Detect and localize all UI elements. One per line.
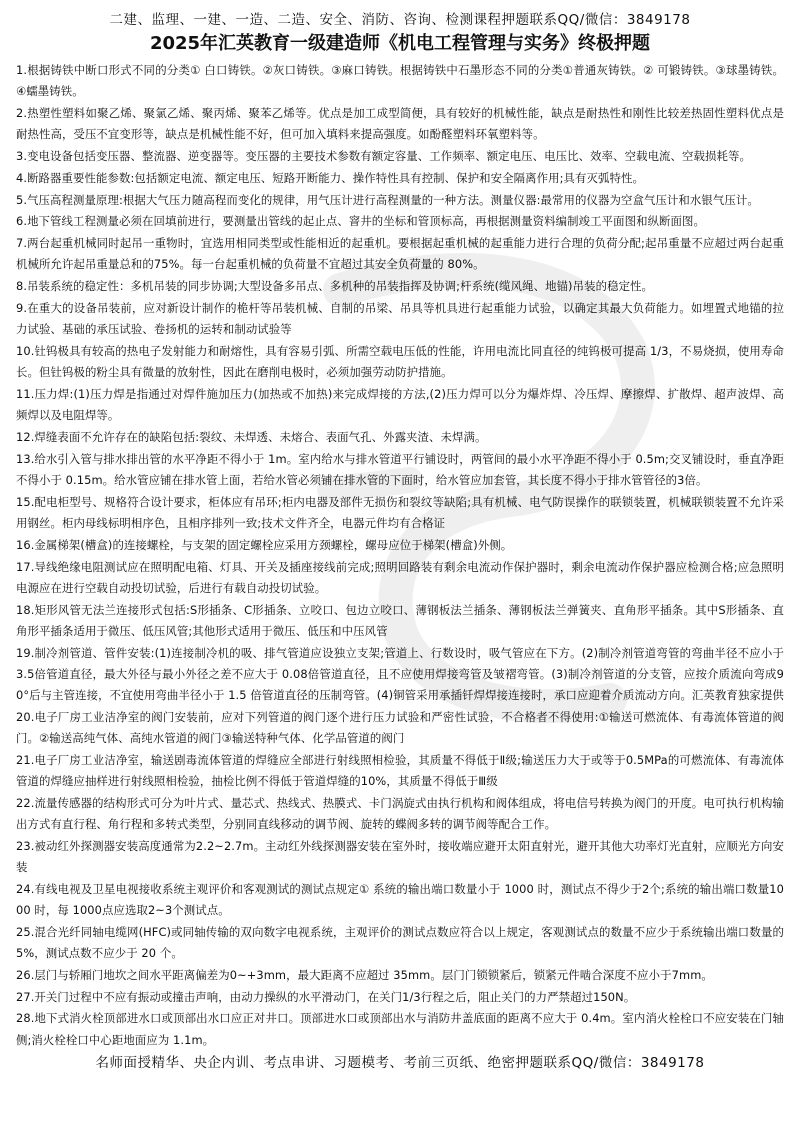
bottom-contact-banner: 名师面授精华、央企内训、考点串讲、习题模考、考前三页纸、绝密押题联系QQ/微信：3849178: [95, 1054, 705, 1071]
list-item: 20.电子厂房工业洁净室的阀门安装前，应对下列管道的阀门逐个进行压力试验和严密性试验，不合格者不得使用:①输送可燃流体、有毒流体管道的阀门。②输送高纯气体、高纯水管道的阀门③输送特种气体、化学品管道的阀门: [16, 709, 784, 745]
list-item: 8.吊装系统的稳定性：多机吊装的同步协调;大型设备多吊点、多机种的吊装指挥及协调;杆系统(缆风绳、地锚)吊装的稳定性。: [16, 279, 654, 294]
list-item: 17.导线绝缘电阻测试应在照明配电箱、灯具、开关及插座接线前完成;照明回路装有剩余电流动作保护器时，剩余电流动作保护器应检测合格;应急照明电源应在进行空载自动投切试验，后进行有载自动投切试验。: [16, 559, 784, 595]
list-item: 18.矩形风管无法兰连接形式包括:S形插条、C形插条、立咬口、包边立咬口、薄钢板法兰插条、薄钢板法兰弹簧夹、直角形平插条。其中S形插条、直角形平插条适用于微压、低压风管;其他形式适用于微压、低压和中压风管: [16, 602, 784, 638]
list-item: 9.在重大的设备吊装前，应对新设计制作的桅杆等吊装机械、自制的吊梁、吊具等机具进行起重能力试验，以确定其最大负荷能力。如埋置式地锚的拉力试验、基础的承压试验、卷扬机的运转和制动试验等: [16, 300, 784, 337]
list-item: 4.断路器重要性能参数:包括额定电流、额定电压、短路开断能力、操作特性具有控制、保护和安全隔离作用;具有灭弧特性。: [16, 170, 644, 185]
list-item: 19.制冷剂管道、管件安装:(1)连接制冷机的吸、排气管道应设独立支架;管道上、行数设时，吸气管应在下方。(2)制冷剂管道弯管的弯曲半径不应小于3.5倍管道直径，最大外径与最小外径之差不应大于 0.08倍管道直径，且不应使用焊接弯管及皱褶弯管。(3)制冷剂管道的分支管，应按介质流向弯成90°后与主管连接，不宜使用弯曲半径小于 1.5 倍管道直径的压制弯管。(4)铜管采用承插钎焊焊接连接时，承口应迎着介质流动方向。汇英教育独家提供: [16, 645, 784, 702]
list-item: 2.热塑性塑料如聚乙烯、聚氯乙烯、聚丙烯、聚苯乙烯等。优点是加工成型简便，具有较好的机械性能，缺点是耐热性和刚性比较差热固性塑料优点是耐热性高，受压不宜变形等，缺点是机械性能不好，但可加入填料来提高强度。如酚醛塑料环氧塑料等。: [16, 106, 784, 142]
list-item: 3.变电设备包括变压器、整流器、逆变器等。变压器的主要技术参数有额定容量、工作频率、额定电压、电压比、效率、空载电流、空载损耗等。: [16, 149, 751, 163]
exam-points-list: [16, 60, 784, 1051]
list-item: 25.混合光纤同轴电缆网(HFC)或同轴传输的双向数字电视系统，主观评价的测试点数应符合以上规定，客观测试点的数量不应少于系统输出端口数量的 5%，测试点数不应少于 20 个。: [16, 924, 784, 960]
top-contact-banner: 二建、监理、一建、一造、二造、安全、消防、咨询、检测课程押题联系QQ/微信：3849178: [109, 12, 691, 28]
page-title: 2025年汇英教育一级建造师《机电工程管理与实务》终极押题: [149, 33, 651, 54]
list-item: 13.给水引入管与排水排出管的水平净距不得小于 1m。室内给水与排水管道平行铺设时，两管间的最小水平净距不得小于 0.5m;交叉铺设时，垂直净距不得小于 0.15m。给水管应铺在排水管上面，若给水管必须铺在排水管的下面时，给水管应加套管，其长度不得小于排水管管径的3倍。: [16, 451, 784, 487]
list-item: 21.电子厂房工业洁净室，输送剧毒流体管道的焊缝应全部进行射线照相检验，其质量不得低于Ⅱ级;输送压力大于或等于0.5MPa的可燃流体、有毒流体管道的焊缝应抽样进行射线照相检验，抽检比例不得低于管道焊缝的10%，其质量不得低于Ⅲ级: [16, 752, 784, 788]
list-item: 10.钍钨极具有较高的热电子发射能力和耐熔性，具有容易引弧、所需空载电压低的性能，许用电流比同直径的纯钨极可提高 1/3，不易烧损，使用寿命长。但钍钨极的粉尘具有微量的放射性，因此在磨削电极时，必须加强劳动防护措施。: [16, 343, 784, 380]
list-item: 22.流量传感器的结构形式可分为叶片式、量芯式、热线式、热膜式、卡门涡旋式由执行机构和阀体组成，将电信号转换为阀门的开度。电可执行机构输出方式有直行程、角行程和多转式类型，分别同直线移动的调节阀、旋转的蝶阀多转的调节阀等配合工作。: [16, 795, 784, 831]
list-item: 7.两台起重机械同时起吊一重物时，宜选用相同类型或性能相近的起重机。要根据起重机械的起重能力进行合理的负荷分配;起吊重量不应超过两台起重机械所允许起吊重量总和的75%。每一台起重机械的负荷量不宜超过其安全负荷量的 80%。: [16, 236, 784, 272]
list-item: 6.地下管线工程测量必须在回填前进行，要测量出管线的起止点、窨井的坐标和管顶标高，再根据测量资料编制竣工平面图和纵断面图。: [16, 214, 706, 229]
list-item: 16.金属梯架(槽盒)的连接螺栓，与支架的固定螺栓应采用方颈螺栓，螺母应位于梯架(槽盒)外侧。: [16, 537, 513, 552]
list-item: 5.气压高程测量原理:根据大气压力随高程而变化的规律，用气压计进行高程测量的一种方法。测量仪器:最常用的仪器为空盒气压计和水银气压计。: [16, 192, 759, 207]
list-item: 12.焊缝表面不允许存在的缺陷包括:裂纹、未焊透、未熔合、表面气孔、外露夹渣、未焊满。: [16, 429, 487, 444]
list-item: 26.层门与轿厢门地坎之间水平距离偏差为0~+3mm，最大距离不应超过 35mm。层门门锁锁紧后，锁紧元件啮合深度不应小于7mm。: [16, 967, 713, 982]
list-item: 24.有线电视及卫星电视接收系统主观评价和客观测试的测试点规定① 系统的输出端口数量小于 1000 时，测试点不得少于2个;系统的输出端口数量1000 时，每 1000点应选取2~3个测试点。: [16, 881, 784, 917]
list-item: 15.配电柜型号、规格符合设计要求，柜体应有吊环;柜内电器及部件无损伤和裂纹等缺陷;具有机械、电气防误操作的联锁装置，机械联锁装置不允许采用钢丝。柜内母线标明相序色，且相序排列一致;技术文件齐全，电器元件均有合格证: [16, 494, 784, 530]
list-item: 11.压力焊:(1)压力焊是指通过对焊件施加压力(加热或不加热)来完成焊接的方法,(2)压力焊可以分为爆炸焊、冷压焊、摩擦焊、扩散焊、超声波焊、高频焊以及电阻焊等。: [16, 386, 784, 423]
list-item: 23.被动红外探测器安装高度通常为2.2~2.7m。主动红外线探测器安装在室外时，接收端应避开太阳直射光，避开其他大功率灯光直射，应顺光方向安装: [16, 838, 784, 874]
list-item: 27.开关门过程中不应有振动或撞击声响，由动力操纵的水平滑动门，在关门1/3行程之后，阻止关门的力严禁超过150N。: [16, 989, 636, 1004]
list-item: 1.根据铸铁中断口形式不同的分类① 白口铸铁。②灰口铸铁。③麻口铸铁。根据铸铁中石墨形态不同的分类①普通灰铸铁。② 可锻铸铁。③球墨铸铁。④蠕墨铸铁。: [16, 63, 784, 99]
list-item: 28.地下式消火栓顶部进水口或顶部出水口应正对井口。顶部进水口或顶部出水与消防井盖底面的距离不应大于 0.4m。室内消火栓栓口不应安装在门轴侧;消火栓栓口中心距地面应为 1.1m。: [16, 1011, 784, 1047]
